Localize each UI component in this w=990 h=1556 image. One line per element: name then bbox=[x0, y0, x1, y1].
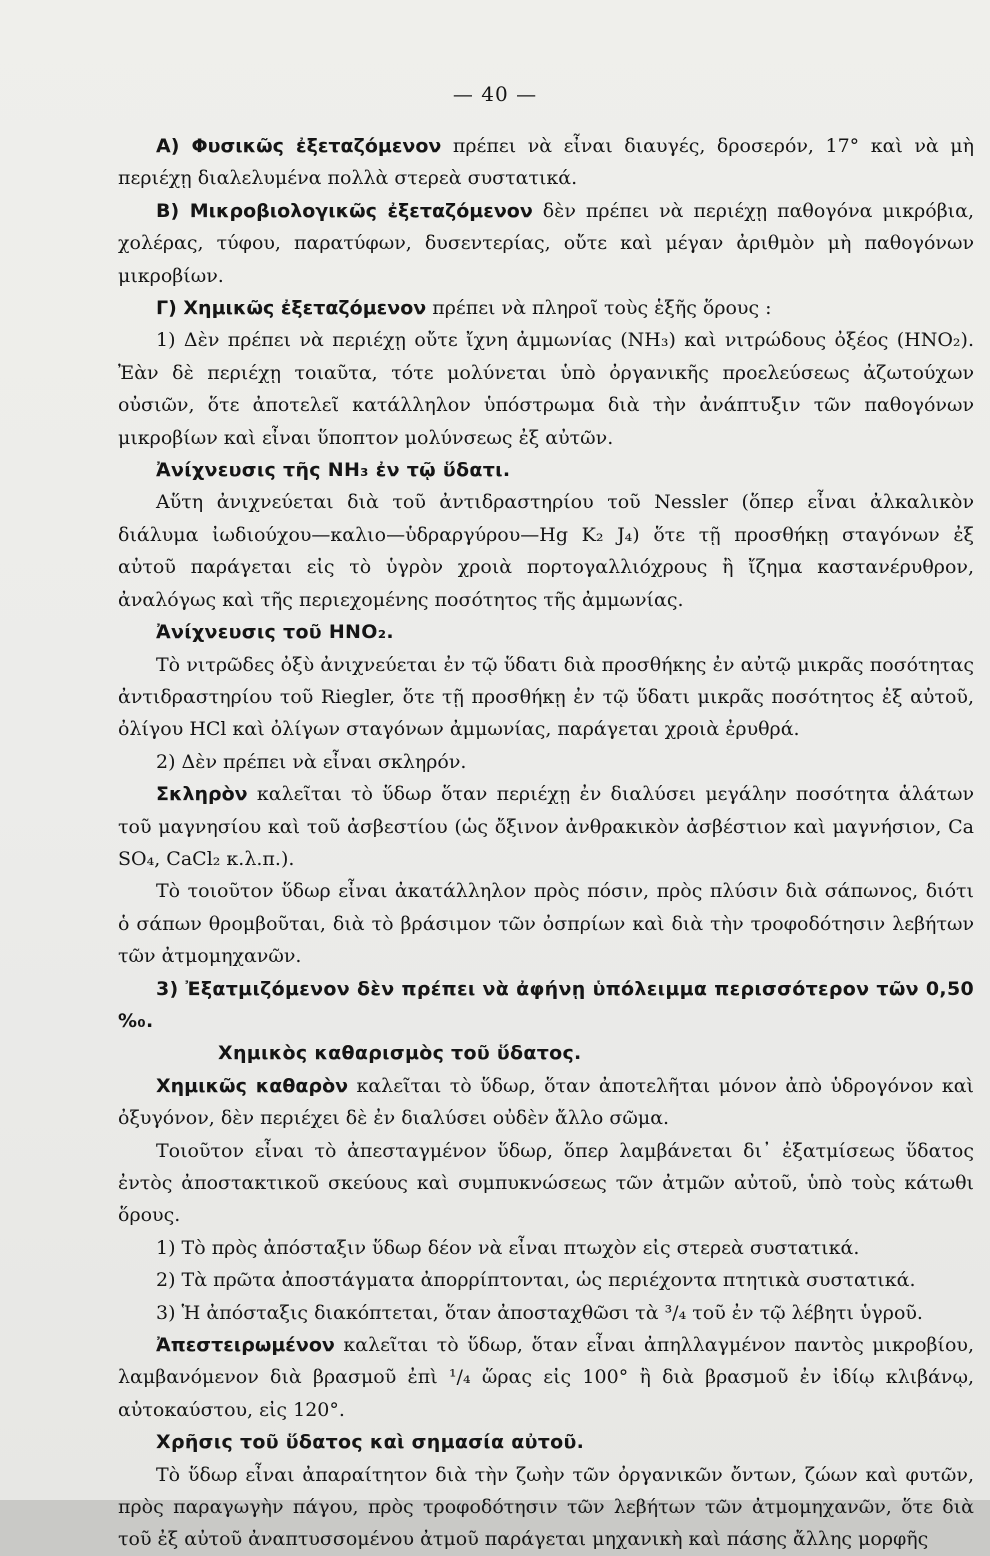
paragraph-text: Τὸ νιτρῶδες ὀξὺ ἀνιχνεύεται ἐν τῷ ὕδατι διὰ προσθήκης ἐν αὐτῷ μικρᾶς ποσότητας ἀντιδραστηρίου τοῦ Riegler, ὅτε τῇ προσθήκῃ ἐν τῷ ὕδατι μικρᾶς ποσότητος ἐξ αὐτοῦ, ὀλίγου HCl καὶ ὀλίγων σταγόνων ἀμμωνίας, παράγεται χροιὰ ἐρυθρά. bbox=[118, 653, 974, 741]
paragraph-text: πρέπει νὰ εἶναι διαυγές, δροσερόν, 17° καὶ νὰ μὴ περιέχῃ διαλελυμένα πολλὰ στερεὰ συστατικά. bbox=[118, 135, 975, 190]
paragraph-condition-1 bbox=[118, 324, 974, 454]
paragraph-text: πρέπει νὰ πληροῖ τοὺς ἑξῆς ὅρους : bbox=[426, 297, 772, 320]
paragraph-text: καλεῖται τὸ ὕδωρ, ὅταν ἀποτελῆται μόνον ἀπὸ ὑδρογόνον καὶ ὀξυγόνον, δὲν περιέχει δὲ ἐν διαλύσει οὐδὲν ἄλλο σῶμα. bbox=[118, 1074, 975, 1130]
paragraph-lead: Β) Μικροβιολογικῶς ἐξεταζόμενον bbox=[156, 199, 533, 222]
list-item bbox=[118, 1232, 974, 1264]
paragraph-text: 3) Ἡ ἀπόσταξις διακόπτεται, ὅταν ἀποσταχθῶσι τὰ ³/₄ τοῦ ἐν τῷ λέβητι ὑγροῦ. bbox=[156, 1301, 923, 1324]
paragraph-sterilized-water bbox=[118, 1329, 974, 1426]
paragraph-microbiological-exam bbox=[118, 195, 974, 292]
paragraph-text: Αὕτη ἀνιχνεύεται διὰ τοῦ ἀντιδραστηρίου τοῦ Nessler (ὅπερ εἶναι ἀλκαλικὸν διάλυμα ἰωδιούχου—καλιο—ὑδραργύρου—Hg K₂ J₄) ὅτε τῇ προσθήκῃ σταγόνων ἐξ αὐτοῦ παράγεται εἰς τὸ ὑγρὸν χροιὰ πορτογαλλιόχρους ἢ ἴζημα καστανέρυθρον, ἀναλόγως καὶ τῆς περιεχομένης ποσότητος τῆς ἀμμωνίας. bbox=[118, 491, 974, 611]
heading-chemical-purification: Χημικὸς καθαρισμὸς τοῦ ὕδατος. bbox=[218, 1042, 582, 1065]
paragraph-chemically-pure bbox=[118, 1070, 974, 1135]
paragraph-text: Τὸ τοιοῦτον ὕδωρ εἶναι ἀκατάλληλον πρὸς πόσιν, πρὸς πλύσιν διὰ σάπωνος, διότι ὁ σάπων θρομβοῦται, διὰ τὸ βράσιμον τῶν ὀσπρίων καὶ διὰ τὴν τροφοδότησιν λεβήτων τῶν ἀτμομηχανῶν. bbox=[118, 880, 974, 968]
paragraph-text: Τὸ ὕδωρ εἶναι ἀπαραίτητον διὰ τὴν ζωὴν τῶν ὀργανικῶν ὄντων, ζώων καὶ φυτῶν, πρὸς παραγωγὴν πάγου, πρὸς τροφοδότησιν τῶν λεβήτων τῶν ἀτμομηχανῶν, ὅτε διὰ τοῦ ἐξ αὐτοῦ ἀναπτυσσομένου ἀτμοῦ παράγεται μηχανικὴ καὶ πάσης ἄλλης μορφῆς bbox=[118, 1463, 974, 1551]
paragraph-lead: Ἀπεστειρωμένον bbox=[156, 1334, 335, 1357]
heading-water-use: Χρῆσις τοῦ ὕδατος καὶ σημασία αὐτοῦ. bbox=[156, 1431, 585, 1454]
paragraph-water-use bbox=[118, 1459, 974, 1556]
list-item bbox=[118, 1264, 974, 1296]
paragraph-text: δὲν πρέπει νὰ περιέχῃ παθογόνα μικρόβια, χολέρας, τύφου, παρατύφων, δυσεντερίας, οὔτε καὶ μέγαν ἀριθμὸν μὴ παθογόνων μικροβίων. bbox=[118, 199, 974, 287]
heading-condition-3: 3) Ἐξατμιζόμενον δὲν πρέπει νὰ ἀφήνῃ ὑπόλειμμα περισσότερον τῶν 0,50 %₀. bbox=[118, 977, 974, 1032]
paragraph-lead: Χημικῶς καθαρὸν bbox=[156, 1074, 349, 1097]
paragraph-text: 2) Τὰ πρῶτα ἀποστάγματα ἀπορρίπτονται, ὡς περιέχοντα πτητικὰ συστατικά. bbox=[156, 1269, 916, 1292]
paragraph-physical-exam bbox=[118, 130, 974, 195]
paragraph-condition-2 bbox=[118, 746, 974, 778]
page-number: — 40 — bbox=[452, 82, 538, 106]
heading-ammonia-detection: Ἀνίχνευσις τῆς NH₃ ἐν τῷ ὕδατι. bbox=[156, 459, 511, 482]
paragraph-hard-water-unsuitable bbox=[118, 875, 974, 972]
paragraph-text: καλεῖται τὸ ὕδωρ, ὅταν εἶναι ἀπηλλαγμένον παντὸς μικροβίου, λαμβανόμενον διὰ βρασμοῦ ἐπὶ ¹/₄ ὥρας εἰς 100° ἢ διὰ βρασμοῦ ἐν ἰδίῳ κλιβάνῳ, αὐτοκαύστου, εἰς 120°. bbox=[118, 1334, 974, 1421]
paragraph-text: 1) Τὸ πρὸς ἀπόσταξιν ὕδωρ δέον νὰ εἶναι πτωχὸν εἰς στερεὰ συστατικά. bbox=[156, 1236, 860, 1259]
paragraph-lead: Σκληρὸν bbox=[156, 783, 248, 806]
paragraph-lead: Γ) Χημικῶς ἐξεταζόμενον bbox=[156, 297, 427, 320]
paragraph-text: καλεῖται τὸ ὕδωρ ὅταν περιέχῃ ἐν διαλύσει μεγάλην ποσότητα ἁλάτων τοῦ μαγνησίου καὶ τοῦ ἀσβεστίου (ὡς ὄξινον ἀνθρακικὸν ἀσβέστιον καὶ μαγνήσιον, Ca SO₄, CaCl₂ κ.λ.π.). bbox=[118, 783, 974, 870]
page-body bbox=[118, 130, 974, 1556]
paragraph-chemical-exam bbox=[118, 292, 974, 324]
paragraph-text: Τοιοῦτον εἶναι τὸ ἀπεσταγμένον ὕδωρ, ὅπερ λαμβάνεται δι᾽ ἐξατμίσεως ὕδατος ἐντὸς ἀποστακτικοῦ σκεύους καὶ συμπυκνώσεως τῶν ἀτμῶν αὐτοῦ, ὑπὸ τοὺς κάτωθι ὅρους. bbox=[118, 1139, 974, 1227]
paragraph-nessler bbox=[118, 486, 974, 616]
heading-nitrous-detection: Ἀνίχνευσις τοῦ HNO₂. bbox=[156, 621, 394, 644]
paragraph-distilled-water bbox=[118, 1135, 974, 1232]
list-item bbox=[118, 1297, 974, 1329]
paragraph-lead: Α) Φυσικῶς ἐξεταζόμενον bbox=[156, 135, 442, 157]
paragraph-riegler bbox=[118, 649, 974, 746]
paragraph-text: 2) Δὲν πρέπει νὰ εἶναι σκληρόν. bbox=[156, 750, 467, 773]
paragraph-text: 1) Δὲν πρέπει νὰ περιέχῃ οὔτε ἴχνη ἀμμωνίας (NH₃) καὶ νιτρώδους ὀξέος (HNO₂). Ἐὰν δὲ περιέχῃ τοιαῦτα, τότε μολύνεται ὑπὸ ὀργανικῆς προελεύσεως ἀζωτούχων οὐσιῶν, ὅτε ἀποτελεῖ κατάλληλον ὑπόστρωμα διὰ τὴν ἀνάπτυξιν τῶν παθογόνων μικροβίων καὶ εἶναι ὕποπτον μολύνσεως ἐξ αὐτῶν. bbox=[118, 329, 974, 449]
paragraph-hard-water bbox=[118, 778, 974, 875]
